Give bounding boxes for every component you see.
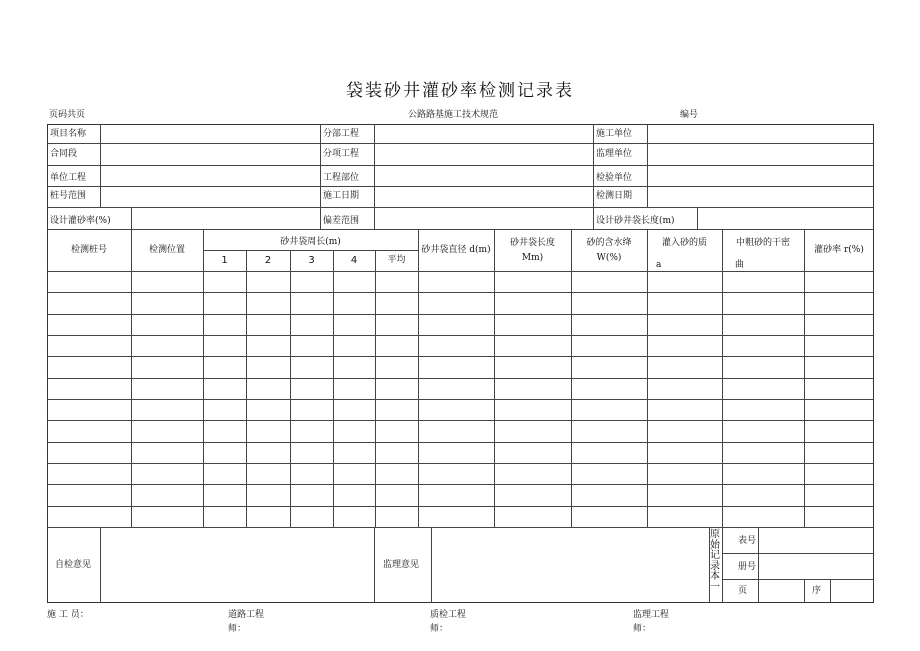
table-no-label: 表号 [738,536,757,546]
seq-field[interactable] [831,580,873,602]
design-length-field[interactable] [698,208,873,228]
standard-name: 公路路基施工技术规范 [408,110,499,120]
page-field[interactable] [759,580,803,602]
label-sub-project: 分部工程 [323,129,360,139]
header-diameter: 砂井袋直径 d(m) [421,245,491,255]
original-record-label: 原 始 记 录 本 一 [710,529,720,593]
label-project-name: 项目名称 [50,129,87,139]
label-inspect-unit: 检验单位 [596,173,633,183]
quality-engineer-sign: 质检工程 [430,610,467,620]
supervise-opinion-label: 监理意见 [383,560,420,570]
header-moisture-unit: W(%) [596,253,622,263]
header-mass-unit: a [656,260,662,270]
construct-date-field[interactable] [375,187,592,206]
header-mass: 灌入砂的质 [661,238,707,248]
item-project-field[interactable] [375,144,592,164]
page-info: 页码共页 [49,110,86,120]
label-offset-range: 偏差范围 [323,216,360,226]
road-engineer-sign: 道路工程 [228,610,265,620]
sub-project-field[interactable] [375,125,592,143]
book-no-field[interactable] [759,554,873,578]
label-contract: 合同段 [50,149,78,159]
label-pile-range: 桩号范围 [50,191,87,201]
label-design-length: 设计砂井袋长度(m) [596,216,675,226]
header-density-unit: 曲 [735,260,745,270]
page-label: 页 [738,586,748,596]
label-construct-date: 施工日期 [323,191,360,201]
label-inspect-date: 检测日期 [596,191,633,201]
header-position: 检测位置 [148,245,185,255]
label-work-part: 工程部位 [323,173,360,183]
header-density: 中粗砂的干密 [735,238,790,248]
unit-project-field[interactable] [101,166,319,185]
label-item-project: 分项工程 [323,149,360,159]
work-part-field[interactable] [375,166,592,185]
label-design-rate: 设计灌砂率(%) [50,216,111,226]
form-title: 袋装砂井灌砂率检测记录表 [346,81,574,101]
quality-engineer-sign-2: 师： [430,624,449,634]
supervise-opinion-field[interactable] [432,528,708,602]
seq-label: 序 [812,586,822,596]
header-rate: 灌砂率 r(%) [814,245,864,255]
header-moisture: 砂的含水绛 [586,238,632,248]
inspect-unit-field[interactable] [648,166,873,185]
road-engineer-sign-2: 师： [228,624,247,634]
book-no-label: 册号 [738,562,757,572]
pile-range-field[interactable] [101,187,319,206]
header-pile: 检测桩号 [70,245,107,255]
inspect-date-field[interactable] [648,187,873,206]
design-rate-field[interactable] [132,208,319,228]
header-perimeter-4: 4 [350,255,358,266]
supervise-engineer-sign-2: 师： [633,624,652,634]
header-perimeter-avg: 平均 [387,255,406,265]
constructor-sign: 施 工 员： [47,610,89,620]
data-rows-area[interactable] [48,272,873,526]
header-length-unit: Mm) [521,253,544,263]
header-perimeter-2: 2 [264,255,272,266]
header-perimeter: 砂井袋周长(m) [280,237,341,247]
offset-range-field[interactable] [375,208,592,228]
supervise-engineer-sign: 监理工程 [633,610,670,620]
header-length: 砂井袋长度 [509,238,555,248]
header-perimeter-1: 1 [221,255,228,266]
table-no-field[interactable] [759,528,873,552]
label-construct-unit: 施工单位 [596,129,633,139]
self-check-label: 自检意见 [55,560,92,570]
header-perimeter-3: 3 [308,255,315,266]
contract-field[interactable] [101,144,319,164]
project-name-field[interactable] [101,125,319,143]
number-label: 编号 [680,110,699,120]
construct-unit-field[interactable] [648,125,873,143]
label-supervise-unit: 监理单位 [596,149,633,159]
supervise-unit-field[interactable] [648,144,873,164]
self-check-field[interactable] [101,528,373,602]
label-unit-project: 单位工程 [50,173,87,183]
